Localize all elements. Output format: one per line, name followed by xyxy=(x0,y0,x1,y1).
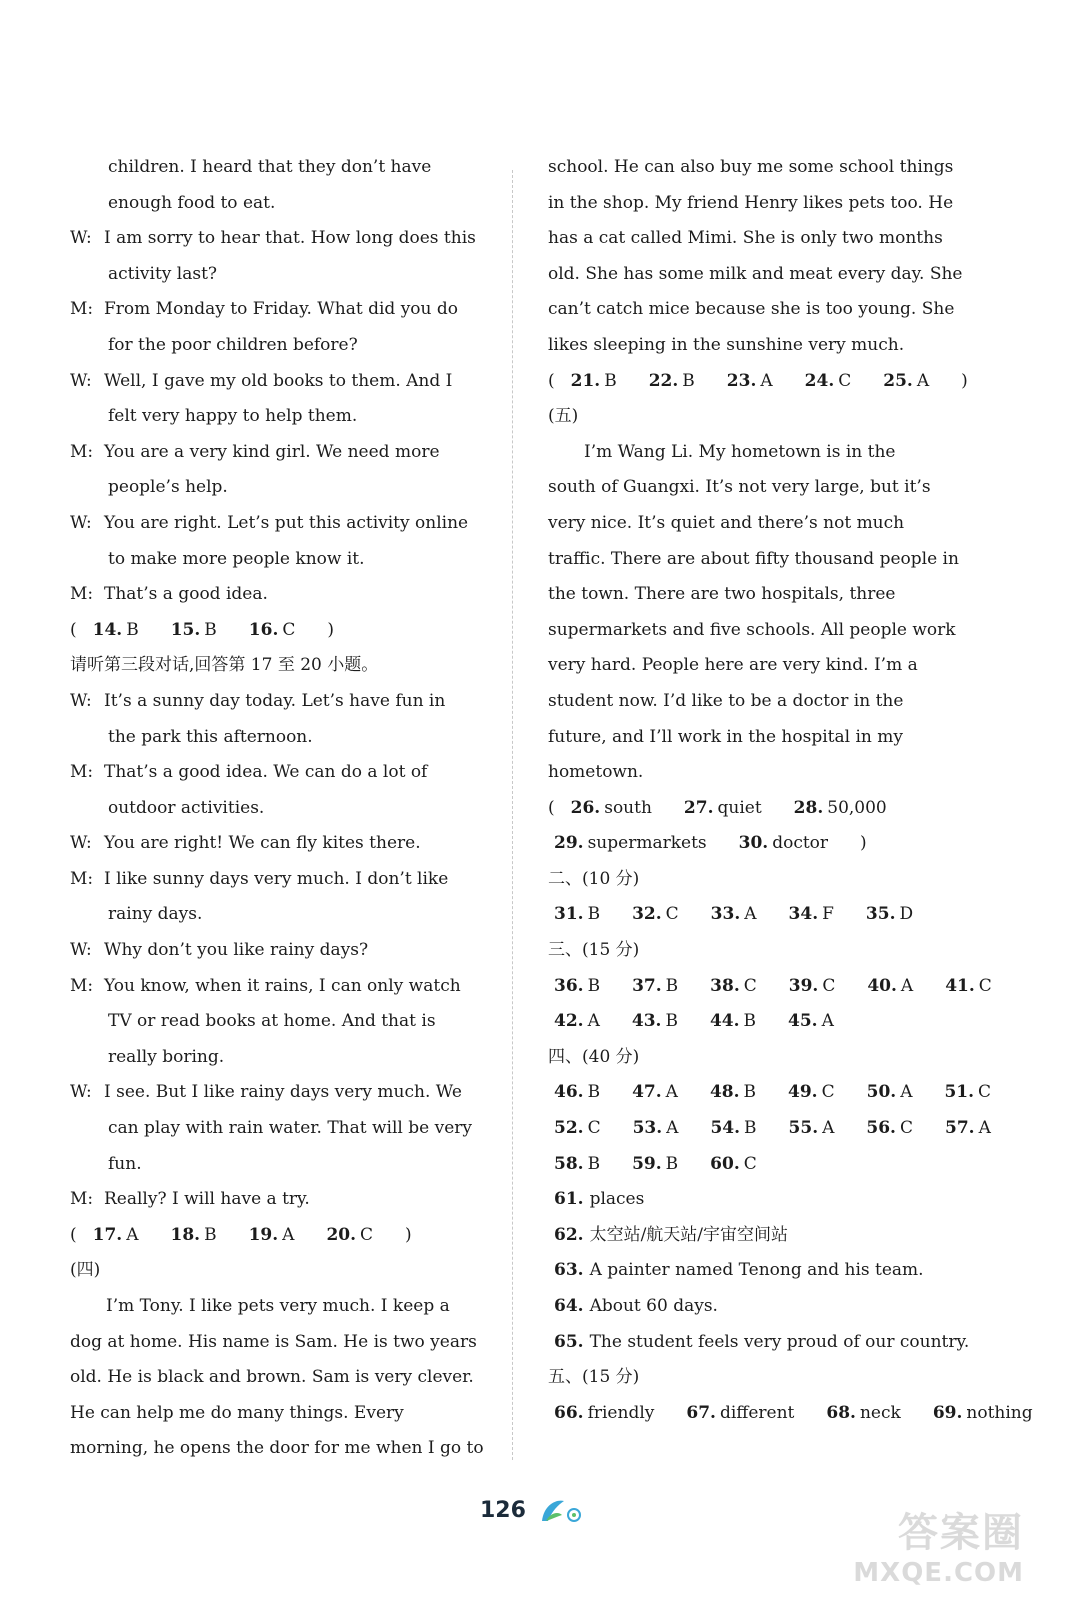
dialogue-text: You are a very kind girl. We need more xyxy=(104,441,440,462)
answer-value: A xyxy=(822,1118,835,1139)
answer-value: B xyxy=(604,370,617,391)
passage-line: old. She has some milk and meat every day. She xyxy=(548,263,963,284)
answer-value: B xyxy=(587,1153,601,1174)
answer-value: C xyxy=(822,975,836,996)
paren-close: ) xyxy=(961,370,968,391)
answer-number: 57. xyxy=(944,1118,975,1139)
passage-line: old. He is black and brown. Sam is very clever. xyxy=(70,1367,474,1388)
answer-value: C xyxy=(821,1082,835,1103)
dialogue-text: Why don’t you like rainy days? xyxy=(104,940,369,961)
section-heading: 二、(10 分) xyxy=(548,868,640,889)
dialogue-text: rainy days. xyxy=(108,904,203,925)
dialogue-text: I like sunny days very much. I don’t like xyxy=(104,868,449,889)
speaker-label: M: xyxy=(70,441,94,462)
answer-item xyxy=(788,1011,850,1031)
answer-item xyxy=(93,620,155,640)
answer-item xyxy=(249,620,312,640)
answer-number: 69. xyxy=(932,1402,963,1423)
answer-item xyxy=(710,1011,772,1031)
answer-item xyxy=(711,904,773,924)
answer-item xyxy=(554,1011,616,1031)
dialogue-line xyxy=(70,791,490,827)
dialogue-text: That’s a good idea. We can do a lot of xyxy=(104,762,428,783)
speaker-label: M: xyxy=(70,868,94,889)
answer-value: B xyxy=(587,904,601,925)
answer-key-row xyxy=(548,791,973,827)
speaker-label: W: xyxy=(70,370,92,391)
answer-number: 41. xyxy=(945,975,975,996)
answer-item xyxy=(866,1118,929,1138)
answer-number: 46. xyxy=(554,1082,584,1103)
answer-item xyxy=(710,1082,772,1102)
answer-number: 27. xyxy=(683,797,714,818)
answer-number: 59. xyxy=(632,1153,662,1174)
answer-number: 67. xyxy=(686,1402,716,1423)
dialogue-line xyxy=(70,897,490,933)
dialogue-line xyxy=(70,435,490,471)
answer-number: 45. xyxy=(788,1011,818,1032)
dialogue-line xyxy=(70,1147,490,1183)
dialogue-line xyxy=(70,1040,490,1076)
answer-value: C xyxy=(587,1118,601,1139)
answer-item xyxy=(632,976,694,996)
right-column xyxy=(548,150,1033,1431)
answer-value: C xyxy=(838,370,852,391)
answer-value: About 60 days. xyxy=(589,1296,718,1316)
section-heading: 四、(40 分) xyxy=(548,1046,640,1067)
answer-key-row xyxy=(548,1396,1033,1432)
speaker-label: M: xyxy=(70,975,94,996)
answer-item xyxy=(554,1082,616,1102)
answer-value: D xyxy=(899,904,914,925)
dialogue-line xyxy=(70,542,490,578)
dialogue-line xyxy=(70,150,490,186)
answer-number: 35. xyxy=(865,904,896,925)
paren-close: ) xyxy=(327,619,335,640)
passage-line: He can help me do many things. Every xyxy=(70,1402,404,1423)
answer-key-row xyxy=(548,1147,973,1183)
answer-value: B xyxy=(204,1224,217,1245)
answer-value: quiet xyxy=(717,797,762,818)
answer-number: 30. xyxy=(738,833,769,854)
answer-number: 52. xyxy=(554,1118,584,1139)
answer-key-row xyxy=(70,1218,490,1254)
answer-item xyxy=(554,1118,617,1138)
answer-number: 48. xyxy=(709,1082,740,1103)
answer-item xyxy=(633,1118,695,1138)
answer-item xyxy=(93,1225,155,1245)
answer-item xyxy=(554,833,723,853)
paren-open: ( xyxy=(548,370,555,391)
answer-key-row xyxy=(548,1253,973,1289)
section-heading: 请听第三段对话,回答第 17 至 20 小题。 xyxy=(70,655,379,676)
passage-line: dog at home. His name is Sam. He is two years xyxy=(70,1331,477,1352)
answer-item xyxy=(710,1118,772,1138)
answer-value: A xyxy=(744,904,757,925)
dialogue-line xyxy=(70,257,490,293)
dialogue-line xyxy=(70,292,490,328)
answer-value: C xyxy=(360,1224,374,1245)
answer-value: A xyxy=(666,1118,679,1139)
answer-key-row xyxy=(548,969,992,1005)
answer-value: A xyxy=(760,370,773,391)
dialogue-line xyxy=(70,470,490,506)
dialogue-line xyxy=(70,684,490,720)
answer-item xyxy=(649,371,711,391)
passage-line: supermarkets and five schools. All people work xyxy=(548,619,956,640)
paren-close: ) xyxy=(405,1224,412,1245)
answer-item xyxy=(171,620,233,640)
answer-item xyxy=(571,798,668,818)
dialogue-text: for the poor children before? xyxy=(108,334,358,355)
answer-item xyxy=(867,1082,929,1102)
dialogue-text: From Monday to Friday. What did you do xyxy=(104,299,459,320)
answer-value: B xyxy=(744,1118,757,1139)
answer-key-row xyxy=(548,1075,992,1111)
passage-line: school. He can also buy me some school things xyxy=(548,157,954,177)
dialogue-text: enough food to eat. xyxy=(108,192,276,213)
answer-value: 50,000 xyxy=(827,797,887,818)
answer-value: A xyxy=(587,1011,600,1032)
answer-number: 47. xyxy=(632,1082,662,1103)
dialogue-text: really boring. xyxy=(108,1046,225,1067)
answer-key-row xyxy=(70,613,490,649)
answer-number: 60. xyxy=(710,1153,740,1174)
answer-item xyxy=(632,1082,694,1102)
passage-line: morning, he opens the door for me when I go to xyxy=(70,1438,484,1459)
speaker-label: M: xyxy=(70,299,94,320)
answer-key-row xyxy=(548,1289,973,1325)
answer-item xyxy=(554,1154,616,1174)
speaker-label: M: xyxy=(70,584,94,605)
answer-item xyxy=(632,1154,694,1174)
answer-value: B xyxy=(665,975,679,996)
section-heading: (四) xyxy=(70,1260,101,1281)
answer-number: 65. xyxy=(554,1331,584,1352)
dialogue-text: It’s a sunny day today. Let’s have fun in xyxy=(104,690,446,711)
answer-number: 43. xyxy=(631,1011,662,1032)
column-divider xyxy=(512,170,513,1460)
dialogue-text: people’s help. xyxy=(108,477,228,498)
dialogue-text: That’s a good idea. xyxy=(104,584,268,605)
answer-value: A xyxy=(900,1082,913,1103)
answer-number: 49. xyxy=(788,1082,818,1103)
answer-value: places xyxy=(589,1189,645,1210)
passage-line: I’m Tony. I like pets very much. I keep a xyxy=(106,1296,450,1316)
paren-open: ( xyxy=(70,1224,77,1245)
answer-number: 23. xyxy=(726,370,757,391)
answer-item xyxy=(789,904,850,924)
answer-value: B xyxy=(587,1082,601,1103)
section-heading: 三、(15 分) xyxy=(548,940,640,961)
dialogue-line xyxy=(70,1182,490,1218)
answer-number: 21. xyxy=(570,370,601,391)
answer-value: B xyxy=(126,619,139,640)
passage-line: south of Guangxi. It’s not very large, but it’s xyxy=(548,477,931,498)
answer-key-row xyxy=(548,826,973,862)
answer-number: 39. xyxy=(788,975,819,996)
answer-value: A xyxy=(126,1224,139,1245)
answer-number: 17. xyxy=(92,1224,123,1245)
answer-value: south xyxy=(604,797,652,818)
answer-item xyxy=(933,1403,1049,1423)
answer-value: neck xyxy=(859,1402,901,1423)
answer-number: 14. xyxy=(92,619,123,640)
dialogue-text: You are right. Let’s put this activity online xyxy=(104,512,469,533)
answer-number: 50. xyxy=(866,1082,897,1103)
dialogue-line xyxy=(70,826,490,862)
left-column xyxy=(70,150,490,1467)
answer-key-row xyxy=(548,1111,991,1147)
answer-number: 64. xyxy=(554,1296,584,1316)
answer-item xyxy=(883,371,945,391)
answer-number: 16. xyxy=(248,619,279,640)
answer-value: A xyxy=(665,1082,678,1103)
speaker-label: W: xyxy=(70,512,92,533)
answer-number: 15. xyxy=(170,619,201,640)
dialogue-text: felt very happy to help them. xyxy=(108,406,358,427)
paren-open: ( xyxy=(548,797,555,818)
answer-item xyxy=(632,904,695,924)
answer-key-row xyxy=(548,1218,973,1254)
passage-line: hometown. xyxy=(548,762,644,783)
answer-value: The student feels very proud of our country. xyxy=(589,1331,970,1352)
passage-line: in the shop. My friend Henry likes pets too. He xyxy=(548,192,954,213)
dialogue-line xyxy=(70,1111,490,1147)
answer-value: B xyxy=(682,370,695,391)
dialogue-text: outdoor activities. xyxy=(108,797,265,818)
dialogue-text: I see. But I like rainy days very much. We xyxy=(104,1082,462,1103)
dialogue-line xyxy=(70,969,490,1005)
answer-item xyxy=(554,976,616,996)
answer-value: different xyxy=(719,1402,795,1423)
answer-value: nothing xyxy=(966,1402,1033,1423)
dialogue-text: You are right! We can fly kites there. xyxy=(104,833,421,854)
answer-item xyxy=(684,798,778,818)
answer-value: supermarkets xyxy=(587,833,707,854)
dialogue-text: children. I heard that they don’t have xyxy=(108,157,432,177)
answer-number: 58. xyxy=(554,1153,584,1174)
speaker-label: M: xyxy=(70,762,94,783)
dialogue-text: TV or read books at home. And that is xyxy=(108,1011,436,1032)
answer-item xyxy=(945,1118,1007,1138)
passage-line: very hard. People here are very kind. I’m a xyxy=(548,655,918,676)
answer-number: 53. xyxy=(632,1118,663,1139)
watermark-url: MXQE.COM xyxy=(853,1558,1024,1588)
answer-item xyxy=(710,1154,773,1174)
answer-value: B xyxy=(587,975,601,996)
speaker-label: W: xyxy=(70,940,92,961)
passage-line: the town. There are two hospitals, three xyxy=(548,584,896,605)
answer-number: 56. xyxy=(866,1118,896,1139)
section-heading: 五、(15 分) xyxy=(548,1367,640,1388)
answer-number: 32. xyxy=(632,904,662,925)
dialogue-line xyxy=(70,328,490,364)
speaker-label: W: xyxy=(70,833,92,854)
answer-value: C xyxy=(899,1118,913,1139)
speaker-label: M: xyxy=(70,1189,94,1210)
answer-number: 44. xyxy=(709,1011,740,1032)
answer-value: C xyxy=(743,1153,757,1174)
answer-number: 36. xyxy=(554,975,584,996)
answer-item xyxy=(554,1403,670,1423)
speaker-label: W: xyxy=(70,1082,92,1103)
answer-value: A xyxy=(900,975,914,996)
answer-item xyxy=(944,1082,1007,1102)
paren-open: ( xyxy=(70,619,77,640)
paren-close: ) xyxy=(860,833,867,854)
passage-line: very nice. It’s quiet and there’s not much xyxy=(548,512,905,533)
passage-line: traffic. There are about fifty thousand people in xyxy=(548,548,959,569)
answer-value: B xyxy=(665,1153,679,1174)
answer-value: C xyxy=(743,975,757,996)
answer-value: B xyxy=(665,1011,678,1032)
watermark-logo: 答案圈 xyxy=(898,1510,1024,1556)
answer-number: 55. xyxy=(788,1118,819,1139)
answer-item xyxy=(571,371,633,391)
answer-value: A xyxy=(282,1224,295,1245)
answer-item xyxy=(727,371,789,391)
dialogue-line xyxy=(70,221,490,257)
dialogue-text: You know, when it rains, I can only watch xyxy=(104,975,461,996)
dialogue-line xyxy=(70,933,490,969)
answer-item xyxy=(867,976,929,996)
dialogue-line xyxy=(70,720,490,756)
answer-value: F xyxy=(822,904,834,925)
speaker-label: W: xyxy=(70,228,92,249)
answer-item xyxy=(686,1403,810,1423)
answer-number: 33. xyxy=(710,904,741,925)
answer-value: friendly xyxy=(587,1402,655,1423)
dialogue-text: the park this afternoon. xyxy=(108,726,313,747)
answer-value: B xyxy=(743,1011,757,1032)
passage-line: has a cat called Mimi. She is only two months xyxy=(548,228,943,249)
passage-line: can’t catch mice because she is too young. She xyxy=(548,299,955,320)
answer-number: 61. xyxy=(554,1189,584,1210)
page-number: 126 xyxy=(480,1497,526,1523)
passage-line: I’m Wang Li. My hometown is in the xyxy=(584,441,896,462)
answer-number: 40. xyxy=(867,975,897,996)
answer-number: 19. xyxy=(248,1224,279,1245)
dialogue-line xyxy=(70,506,490,542)
answer-value: A xyxy=(916,370,930,391)
speaker-label: W: xyxy=(70,690,92,711)
answer-item xyxy=(805,371,868,391)
dialogue-line xyxy=(70,577,490,613)
answer-number: 54. xyxy=(710,1118,741,1139)
dialogue-text: Really? I will have a try. xyxy=(104,1189,310,1210)
dialogue-line xyxy=(70,1004,490,1040)
answer-number: 26. xyxy=(570,797,601,818)
answer-number: 37. xyxy=(632,975,662,996)
answer-value: C xyxy=(978,1082,992,1103)
answer-number: 68. xyxy=(826,1402,856,1423)
answer-number: 63. xyxy=(554,1260,584,1281)
page-footer xyxy=(480,1490,586,1530)
dialogue-line xyxy=(70,755,490,791)
answer-value: 太空站/航天站/宇宙空间站 xyxy=(589,1224,789,1245)
answer-number: 28. xyxy=(793,797,824,818)
watermark xyxy=(853,1501,1024,1588)
answer-value: C xyxy=(665,904,679,925)
dialogue-text: fun. xyxy=(108,1153,142,1174)
dialogue-line xyxy=(70,364,490,400)
dialogue-text: Well, I gave my old books to them. And I xyxy=(104,370,453,391)
answer-item xyxy=(710,976,773,996)
answer-value: B xyxy=(204,619,217,640)
dialogue-line xyxy=(70,399,490,435)
answer-key-row xyxy=(548,1325,973,1361)
answer-value: A xyxy=(978,1118,991,1139)
answer-value: A painter named Tenong and his team. xyxy=(589,1260,924,1281)
answer-number: 31. xyxy=(554,904,584,925)
answer-item xyxy=(794,798,903,818)
answer-key-row xyxy=(548,897,973,933)
answer-number: 66. xyxy=(554,1402,584,1423)
dialogue-text: to make more people know it. xyxy=(108,548,365,569)
answer-number: 20. xyxy=(326,1224,357,1245)
answer-value: doctor xyxy=(772,833,829,854)
answer-number: 51. xyxy=(944,1082,975,1103)
answer-item xyxy=(632,1011,694,1031)
answer-item xyxy=(554,904,616,924)
answer-number: 34. xyxy=(788,904,819,925)
answer-value: B xyxy=(743,1082,757,1103)
answer-number: 29. xyxy=(554,833,584,854)
dialogue-line xyxy=(70,1075,490,1111)
dialogue-text: can play with rain water. That will be very xyxy=(108,1118,473,1139)
answer-value: C xyxy=(978,975,992,996)
dialogue-line xyxy=(70,186,490,222)
answer-item xyxy=(866,904,929,924)
dialogue-line xyxy=(70,862,490,898)
answer-number: 38. xyxy=(710,975,740,996)
passage-line: future, and I’ll work in the hospital in my xyxy=(548,726,903,747)
answer-key-row xyxy=(548,1004,973,1040)
answer-item xyxy=(249,1225,311,1245)
answer-item xyxy=(945,976,1008,996)
answer-item xyxy=(789,1118,851,1138)
answer-number: 62. xyxy=(554,1224,584,1245)
answer-number: 24. xyxy=(804,370,835,391)
passage-line: student now. I’d like to be a doctor in the xyxy=(548,690,904,711)
answer-item xyxy=(789,976,852,996)
dialogue-text: activity last? xyxy=(108,263,218,284)
answer-number: 25. xyxy=(883,370,913,391)
passage-line: likes sleeping in the sunshine very much. xyxy=(548,334,905,355)
answer-item xyxy=(171,1225,233,1245)
answer-value: C xyxy=(282,619,296,640)
answer-value: A xyxy=(821,1011,834,1032)
answer-number: 42. xyxy=(554,1011,584,1032)
answer-number: 18. xyxy=(170,1224,201,1245)
answer-key-row xyxy=(548,364,973,400)
answer-item xyxy=(826,1403,916,1423)
dialogue-text: I am sorry to hear that. How long does this xyxy=(104,228,476,249)
answer-item xyxy=(788,1082,851,1102)
answer-key-row xyxy=(548,1182,973,1218)
answer-number: 22. xyxy=(648,370,679,391)
leaf-logo-icon xyxy=(538,1495,586,1525)
answer-item xyxy=(739,833,844,853)
section-heading: (五) xyxy=(548,406,579,427)
answer-item xyxy=(326,1225,389,1245)
